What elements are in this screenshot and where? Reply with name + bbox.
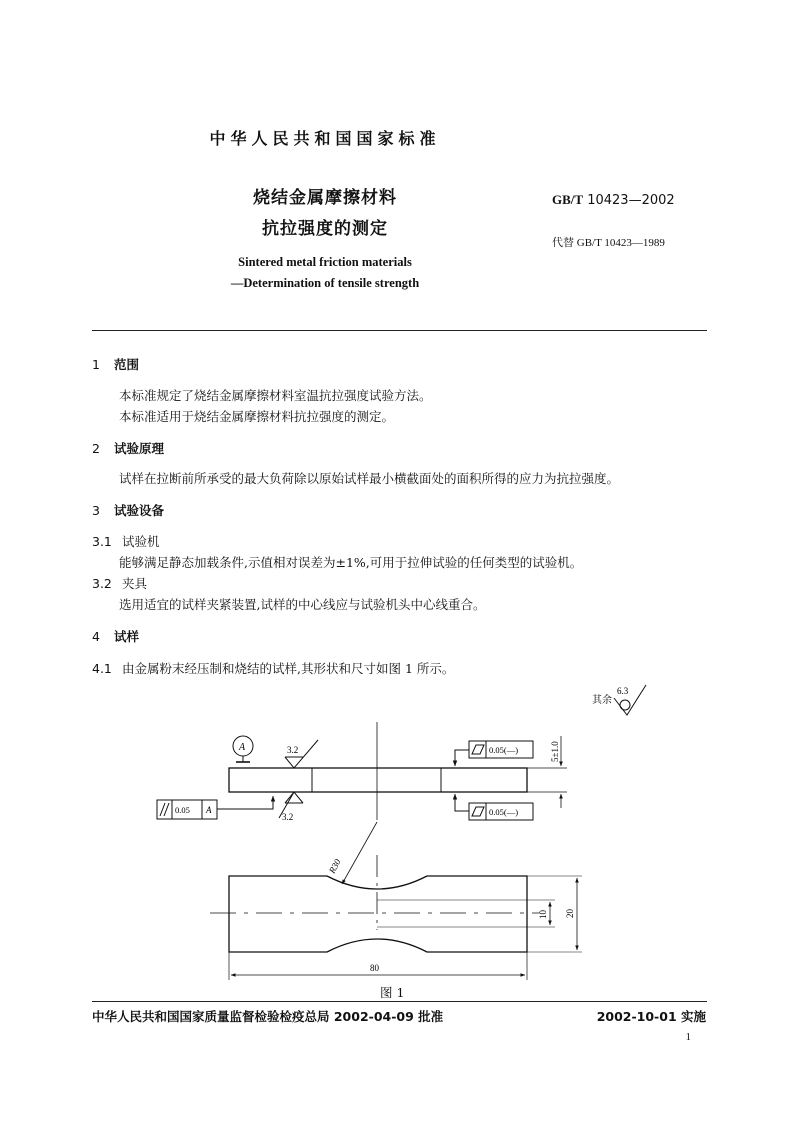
section-4-title: 试样 [114,629,140,644]
specimen-top-view [229,876,527,952]
roughness-bottom-triangle [285,792,303,803]
neck-width-dimension [377,900,555,927]
section-2-number: 2 [92,441,100,456]
english-title-line2: —Determination of tensile strength [230,276,420,290]
roughness-bottom-symbol [279,792,303,822]
roughness-top-value: 3.2 [287,745,299,755]
parallelism-datum-ref: A [206,805,212,815]
width-value: 20 [565,909,575,918]
section-4-1-number: 4.1 [92,661,112,676]
width-dimension [527,876,582,952]
section-3-title: 试验设备 [114,503,165,518]
flatness-bottom-value: 0.05(—) [489,807,519,817]
roughness-top-symbol [285,740,318,768]
radius-value: R30 [326,857,343,875]
document-title-line1: 烧结金属摩擦材料 [253,188,397,208]
flatness-bottom-icon [472,807,484,816]
flatness-bottom-leader [455,794,469,811]
section-3-1-title: 试验机 [122,534,160,549]
national-standard-heading: 中华人民共和国国家标准 [209,129,441,148]
section-4-1-text: 由金属粉末经压制和烧结的试样,其形状和尺寸如图 1 所示。 [122,661,455,676]
effective-date: 2002-10-01 实施 [596,1009,706,1024]
specimen-side-view [229,768,527,792]
rest-label: 其余 [592,695,612,706]
section-3-number: 3 [92,503,100,518]
section-3-2-title: 夹具 [122,576,148,591]
section-2-title: 试验原理 [114,441,165,456]
document-title-line2: 抗拉强度的测定 [262,219,388,239]
parallelism-tolerance: 0.05 [175,805,190,815]
radius-leader [342,822,377,884]
issuer-line: 中华人民共和国国家质量监督检验检疫总局 2002-04-09 批准 [92,1009,444,1024]
flatness-top-value: 0.05(—) [489,745,519,755]
rest-roughness-symbol [592,685,646,715]
standard-prefix: GB/T [552,192,584,207]
thickness-value: 5±1.0 [550,741,560,762]
standard-code: 10423—2002 [587,193,675,208]
flatness-top-icon [472,745,484,754]
footer-divider [92,1001,707,1002]
section-3-2-text: 选用适宜的试样夹紧装置,试样的中心线应与试验机头中心线重合。 [119,597,486,612]
roughness-circle [620,700,630,710]
length-value: 80 [370,963,379,973]
section-1-paragraph-1: 本标准规定了烧结金属摩擦材料室温抗拉强度试验方法。 [119,388,432,403]
replaces-standard: 代替 GB/T 10423—1989 [552,237,665,249]
length-dimension [229,952,527,980]
side-view-outline [229,768,527,792]
datum-a-symbol [233,736,253,762]
page-number: 1 [685,1031,691,1043]
flatness-top-leader [455,750,469,766]
section-1-paragraph-2: 本标准适用于烧结金属摩擦材料抗拉强度的测定。 [119,409,395,424]
figure-caption: 图 1 [380,985,405,1000]
section-1-title: 范围 [114,357,140,372]
flatness-frame-bottom [455,794,533,820]
section-4-number: 4 [92,629,100,644]
section-2-paragraph-1: 试样在拉断前所承受的最大负荷除以原始试样最小横截面处的面积所得的应力为抗拉强度。 [119,471,620,486]
radius-dimension [326,822,377,884]
parallelism-leader [217,796,273,809]
section-3-2-number: 3.2 [92,576,112,591]
roughness-bottom-value: 3.2 [282,812,294,822]
section-3-1-text: 能够满足静态加载条件,示值相对误差为±1%,可用于拉伸试验的任何类型的试验机。 [119,555,583,570]
section-1-number: 1 [92,357,100,372]
section-3-1-number: 3.1 [92,534,112,549]
rest-roughness-value: 6.3 [617,686,629,696]
flatness-frame-top [455,741,533,766]
neck-width-value: 10 [538,910,548,919]
parallelism-frame [157,796,273,819]
english-title-line1: Sintered metal friction materials [238,255,412,269]
datum-letter: A [239,742,246,753]
